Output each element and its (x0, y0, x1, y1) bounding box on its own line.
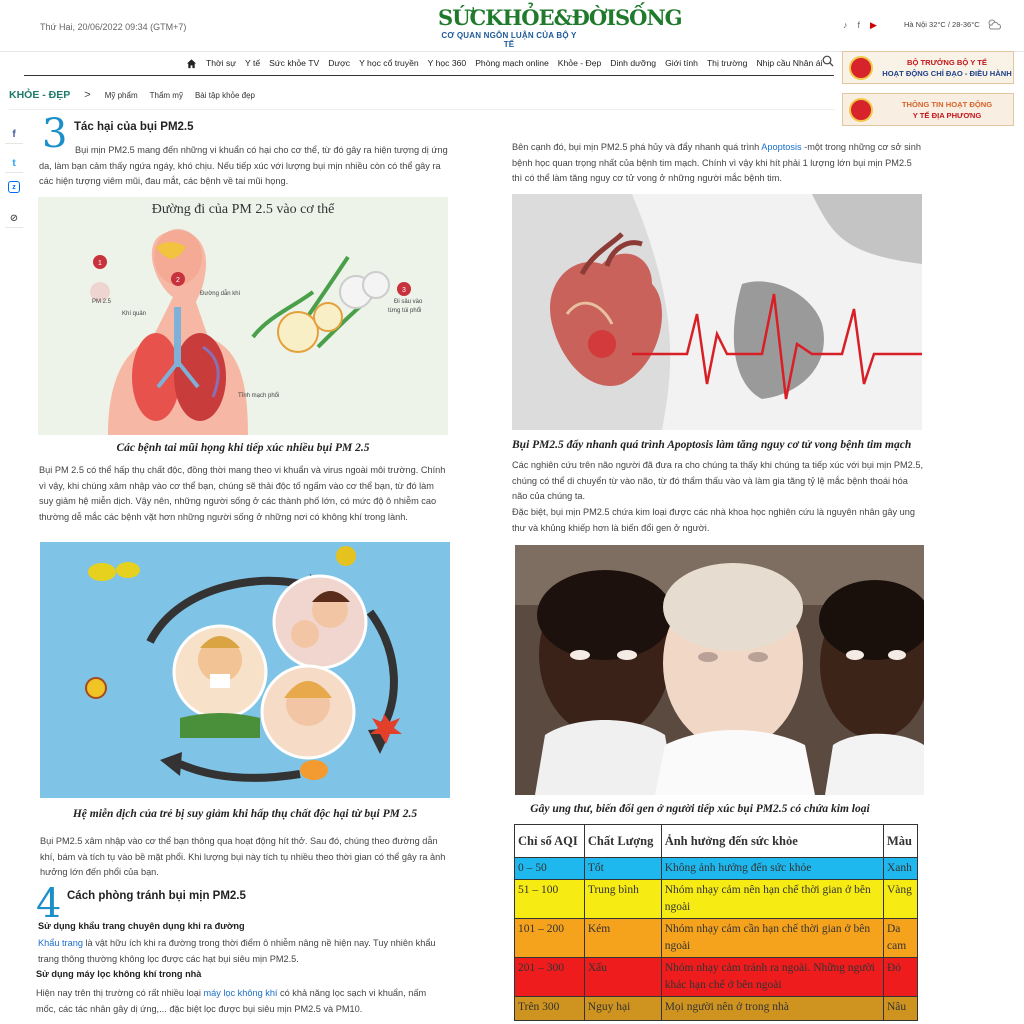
aqi-table (514, 824, 918, 1021)
section-3-paragraph-3: Bụi PM2.5 xâm nhập vào cơ thể bạn thông qua hoạt động hít thở. Sau đó, chúng theo đường dẫn khí, bám và tích tụ vào bề mặt phổi. Khi lượng bụi này tích tụ nhiều theo thời gian có thể gây ra ảnh hưởng lớn đến phổi của bạn. (40, 836, 446, 877)
apoptosis-link[interactable]: Apoptosis (761, 142, 802, 152)
aqi-cell-effect: Không ảnh hưởng đến sức khỏe (661, 858, 883, 880)
aqi-cell-color-name: Nâu (883, 997, 917, 1021)
fig1-caption: Các bệnh tai mũi họng khi tiếp xúc nhiều bụi PM 2.5 (116, 442, 370, 454)
facebook-icon[interactable]: f (857, 20, 861, 30)
aqi-header-index: Chỉ số AQI (515, 825, 585, 858)
logo-wordmark: SỨCKHỎE&ĐỜISỐNG (438, 5, 682, 30)
nav-item-y-hoc-co-truyen[interactable]: Y học cổ truyền (359, 58, 419, 68)
logo-tagline: CƠ QUAN NGÔN LUẬN CỦA BỘ Y TẾ (441, 31, 577, 49)
breadcrumb (9, 89, 267, 101)
aqi-cell-color-name: Xanh (883, 858, 917, 880)
table-row (515, 919, 918, 958)
table-row (515, 880, 918, 919)
share-facebook-icon[interactable]: f (5, 126, 23, 144)
nav-item-y-hoc-360[interactable]: Y học 360 (427, 58, 467, 68)
banner-minister-line2: HOẠT ĐỘNG CHỈ ĐẠO - ĐIỀU HÀNH (882, 68, 1012, 78)
nav-item-suc-khoe-tv[interactable]: Sức khỏe TV (269, 58, 320, 68)
aqi-cell-color-name: Đỏ (883, 958, 917, 997)
breadcrumb-category[interactable]: KHỎE - ĐẸP (9, 89, 71, 101)
fig1-step-3: 3 (402, 287, 406, 294)
section-number-3: 3 (42, 111, 68, 157)
aqi-header-quality: Chất Lượng (584, 825, 661, 858)
aqi-header-color: Màu (883, 825, 917, 858)
banner-minister[interactable] (842, 51, 1014, 84)
aqi-cell-aqi: 51 – 100 (515, 880, 585, 919)
search-icon[interactable] (822, 55, 834, 67)
banner-minister-line1: BỘ TRƯỞNG BỘ Y TẾ (906, 57, 987, 67)
chevron-right-icon: > (84, 89, 91, 101)
section-4-sub-2: Sử dụng máy lọc không khí trong nhà (36, 969, 202, 979)
aqi-cell-quality: Kém (584, 919, 661, 958)
right-paragraph-1 (512, 140, 922, 187)
share-twitter-icon[interactable]: t (5, 155, 23, 173)
top-bar (0, 0, 1024, 52)
section-4-paragraph-1 (38, 936, 448, 967)
nav-item-nhip-cau-nhan-ai[interactable]: Nhịp cầu Nhân ái (756, 58, 823, 68)
site-logo[interactable] (438, 5, 682, 49)
aqi-cell-aqi: 201 – 300 (515, 958, 585, 997)
nav-item-gioi-tinh[interactable]: Giới tính (665, 58, 698, 68)
fig1-title: Đường đi của PM 2.5 vào cơ thể (151, 202, 335, 217)
aqi-cell-color-name: Vàng (883, 880, 917, 919)
nav-item-thi-truong[interactable]: Thị trường (706, 58, 748, 68)
main-nav (186, 56, 831, 70)
fig1-label-vein: Tĩnh mạch phổi (238, 393, 280, 399)
nav-item-khoe-dep[interactable]: Khỏe - Đẹp (557, 58, 602, 68)
pm25-pathway-illustration (38, 197, 448, 435)
share-zalo-icon[interactable]: z (8, 181, 20, 193)
social-links (843, 20, 877, 31)
right-paragraph-2: Các nghiên cứu trên não người đã đưa ra cho chúng ta thấy khi chúng ta tiếp xúc với bụi mịn PM2.5, chúng có thể di chuyển từ vào não, từ đó thẩm thấu vào và làm gia tăng tỷ lệ mắc bệnh thoái hóa não của chúng ta. (512, 460, 923, 501)
aqi-cell-aqi: 101 – 200 (515, 919, 585, 958)
right-paragraph-3: Đặc biệt, bụi mịn PM2.5 chứa kim loại được các nhà khoa học nghiên cứu là nguyên nhân gây ung thư và khủng khiếp hơn là biến đổi gen ở người. (512, 507, 915, 533)
aqi-cell-quality: Trung bình (584, 880, 661, 919)
section-4-paragraph-2-text-b: có khả năng lọc sạch vi khuẩn, nấm mốc, các tác nhân gây dị ứng,... đặc biệt lọc được bụi siêu mịn PM2.5 và PM10. (36, 988, 427, 1014)
aqi-cell-color-name: Da cam (883, 919, 917, 958)
fig1-step-1: 1 (98, 260, 102, 267)
aqi-cell-effect: Nhóm nhạy cảm nên hạn chế thời gian ở bên ngoài (661, 880, 883, 919)
nav-item-phong-mach-online[interactable]: Phòng mạch online (475, 58, 549, 68)
section-4-sub-1: Sử dụng khẩu trang chuyên dụng khi ra đường (38, 921, 245, 931)
fig1-label-alveoli: từng túi phổi (388, 308, 422, 314)
section-4-title: Cách phòng tránh bụi mịn PM2.5 (67, 890, 246, 902)
ministry-seal-icon (849, 98, 873, 122)
fig1-label-trachea: Khí quản (122, 311, 147, 317)
breadcrumb-sub-bai-tap[interactable]: Bài tập khỏe đẹp (194, 90, 255, 100)
aqi-table-header (515, 825, 918, 858)
fig1-label-pm25: PM 2.5 (92, 299, 112, 305)
nav-item-y-te[interactable]: Y tế (245, 58, 261, 68)
breadcrumb-sub-my-pham[interactable]: Mỹ phẩm (104, 90, 138, 100)
ministry-seal-icon (849, 56, 873, 80)
aqi-header-effect: Ảnh hưởng đến sức khỏe (661, 825, 883, 858)
right-paragraph-1-text-b: -một trong những cơ sở sinh bệnh học quan trọng nhất của bệnh tim mạch. Chính vì vậy khi hít phải 1 lượng lớn bụi mịn PM2.5 thì có thể làm tăng nguy cơ tử vong ở những người mắc bệnh tim. (512, 142, 921, 183)
cloud-sun-icon (986, 17, 1002, 31)
nav-item-duoc[interactable]: Dược (328, 58, 351, 68)
current-date: Thứ Hai, 20/06/2022 09:34 (GTM+7) (40, 22, 187, 32)
table-row (515, 858, 918, 880)
tiktok-icon[interactable]: ♪ (843, 20, 848, 30)
section-number-4: 4 (36, 881, 62, 927)
weather-temp: 32°C / 28-36°C (929, 20, 980, 29)
table-row (515, 997, 918, 1021)
copy-link-icon[interactable]: ⊘ (5, 210, 23, 228)
section-3-paragraph-2: Bụi PM 2.5 có thể hấp thụ chất độc, đồng thời mang theo vi khuẩn và virus ngoài môi trường. Chính vì vậy, khi chúng xâm nhập vào cơ thể bạn, chúng sẽ thải độc tố ngấm vào cơ thể bạn, từ đó làm suy giảm hệ miễn dịch. Vậy nên, những người sống ở các thành phố lớn, có mức độ ô nhiễm cao thường dễ mắc các bệnh vặt hơn những người sống ở những nơi có không khí trong lành. (39, 465, 446, 522)
fig1-label-airway: Đường dẫn khí (200, 291, 241, 297)
fig1-step-2: 2 (176, 277, 180, 284)
aqi-cell-aqi: 0 – 50 (515, 858, 585, 880)
youtube-icon[interactable]: ▶ (870, 20, 877, 30)
fig2-caption: Hệ miễn dịch của trẻ bị suy giảm khi hấp thụ chất độc hại từ bụi PM 2.5 (72, 808, 418, 820)
weather-city: Hà Nội (904, 20, 927, 29)
aqi-cell-effect: Nhóm nhạy cảm cần hạn chế thời gian ở bên ngoài (661, 919, 883, 958)
aqi-cell-effect: Nhóm nhạy cảm tránh ra ngoài. Những người khác hạn chế ở bên ngoài (661, 958, 883, 997)
aqi-cell-aqi: Trên 300 (515, 997, 585, 1021)
section-4-paragraph-1-text: là vật hữu ích khi ra đường trong thời điểm ô nhiễm nâng nề hiện nay. Tuy nhiên khẩu trang thông thường không lọc được các hạt bụi siêu mịn PM2.5. (38, 938, 436, 964)
children-photo (515, 545, 924, 795)
aqi-cell-quality: Tốt (584, 858, 661, 880)
section-4-paragraph-2-text-a: Hiện nay trên thị trường có rất nhiều loại (36, 988, 204, 998)
nav-item-thoi-su[interactable]: Thời sự (206, 58, 237, 68)
banner-local-health[interactable] (842, 93, 1014, 126)
section-3-intro: Bụi mịn PM2.5 mang đến những vi khuẩn có hại cho cơ thể, từ đó gây ra hiện tượng dị ứng da, làm bạn cảm thấy ngứa ngáy, khó chịu. Nếu tiếp xúc với lượng bụi mịn nhiều còn có thể gây ra các hiện tượng viêm mũi, đau mắt, các bệnh về tai mũi họng. (39, 145, 448, 186)
banner-local-line1: THÔNG TIN HOẠT ĐỘNG (901, 99, 993, 109)
section-4-paragraph-2 (36, 986, 448, 1017)
nav-divider (24, 75, 834, 76)
nav-item-dinh-duong[interactable]: Dinh dưỡng (610, 58, 657, 68)
aqi-cell-effect: Mọi người nên ở trong nhà (661, 997, 883, 1021)
table-row (515, 958, 918, 997)
section-3-title: Tác hại của bụi PM2.5 (74, 121, 194, 133)
fig1-label-deep: Đi sâu vào (394, 299, 423, 305)
breadcrumb-sub-tham-my[interactable]: Thẩm mỹ (149, 90, 183, 100)
air-purifier-link[interactable]: máy lọc không khí (203, 988, 278, 998)
right-paragraph-1-text-a: Bên cạnh đó, bụi mịn PM2.5 phá hủy và đẩy nhanh quá trình (512, 142, 762, 152)
breadcrumb-divider (9, 109, 835, 110)
aqi-cell-quality: Nguy hại (584, 997, 661, 1021)
banner-local-line2: Y TẾ ĐỊA PHƯƠNG (912, 110, 982, 120)
heart-attack-photo (512, 194, 922, 430)
home-icon[interactable] (186, 58, 197, 69)
fig3-caption: Bụi PM2.5 đẩy nhanh quá trình Apoptosis làm tăng nguy cơ tử vong bệnh tim mạch (512, 439, 912, 451)
weather-widget (904, 20, 980, 29)
child-immunity-illustration (40, 542, 450, 798)
mask-link[interactable]: Khẩu trang (38, 938, 83, 948)
fig4-caption: Gây ung thư, biến đổi gen ở người tiếp xúc bụi PM2.5 có chứa kim loại (530, 803, 870, 815)
aqi-cell-quality: Xấu (584, 958, 661, 997)
